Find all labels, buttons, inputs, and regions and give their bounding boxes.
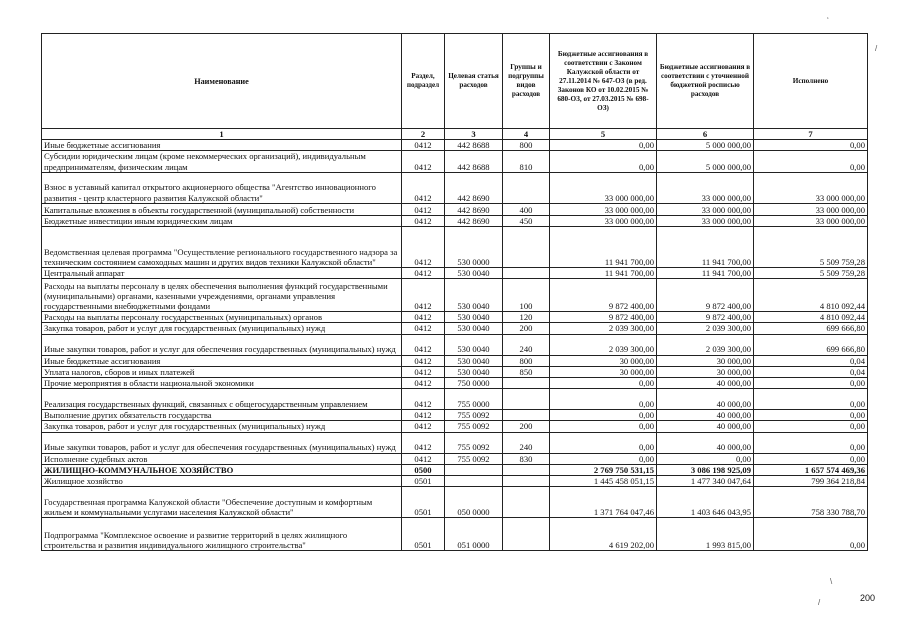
table-body [42, 140, 868, 551]
scan-mark: \ [830, 577, 833, 586]
row-executed: 0,00 [754, 140, 868, 151]
row-expense-group [503, 227, 550, 268]
table-row [42, 227, 868, 268]
row-section: 0412 [402, 355, 445, 366]
row-refined-budget: 33 000 000,00 [657, 203, 754, 215]
table-row [42, 389, 868, 410]
row-name: Центральный аппарат [42, 268, 402, 279]
row-expense-group: 200 [503, 421, 550, 432]
table-row [42, 487, 868, 518]
row-executed: 758 330 788,70 [754, 487, 868, 518]
row-refined-budget: 30 000,00 [657, 366, 754, 377]
table-row [42, 464, 868, 475]
row-expense-group: 830 [503, 453, 550, 464]
scan-mark: ‘ [827, 16, 829, 25]
table-row [42, 334, 868, 355]
row-target-article: 755 0000 [445, 389, 503, 410]
header-section: Раздел, подраздел [402, 34, 445, 129]
row-refined-budget: 9 872 400,00 [657, 279, 754, 312]
row-executed: 699 666,80 [754, 334, 868, 355]
column-number-row [42, 129, 868, 140]
row-target-article: 442 8688 [445, 151, 503, 172]
row-expense-group: 200 [503, 323, 550, 334]
row-refined-budget: 40 000,00 [657, 410, 754, 421]
row-expense-group [503, 487, 550, 518]
row-name: Бюджетные инвестиции иным юридическим лицам [42, 215, 402, 226]
row-budget: 0,00 [550, 453, 657, 464]
row-target-article: 442 8690 [445, 203, 503, 215]
row-target-article: 530 0040 [445, 355, 503, 366]
row-section: 0412 [402, 203, 445, 215]
row-name: Прочие мероприятия в области национальной экономики [42, 378, 402, 389]
row-budget: 11 941 700,00 [550, 227, 657, 268]
row-expense-group [503, 389, 550, 410]
row-target-article: 755 0092 [445, 421, 503, 432]
row-executed: 0,04 [754, 366, 868, 377]
table-row [42, 172, 868, 203]
row-refined-budget: 0,00 [657, 453, 754, 464]
budget-table [41, 33, 868, 551]
row-section: 0412 [402, 140, 445, 151]
table-row [42, 421, 868, 432]
row-expense-group: 100 [503, 279, 550, 312]
row-refined-budget: 11 941 700,00 [657, 268, 754, 279]
row-executed: 0,00 [754, 518, 868, 551]
row-target-article: 750 0000 [445, 378, 503, 389]
row-refined-budget: 40 000,00 [657, 432, 754, 453]
table-row [42, 268, 868, 279]
row-section: 0412 [402, 453, 445, 464]
row-refined-budget: 40 000,00 [657, 378, 754, 389]
row-expense-group: 240 [503, 334, 550, 355]
row-refined-budget: 1 403 646 043,95 [657, 487, 754, 518]
row-expense-group [503, 476, 550, 487]
row-name: Жилищное хозяйство [42, 476, 402, 487]
row-section: 0412 [402, 410, 445, 421]
row-name: Исполнение судебных актов [42, 453, 402, 464]
column-number: 3 [445, 129, 503, 140]
row-name: Уплата налогов, сборов и иных платежей [42, 366, 402, 377]
row-name: Закупка товаров, работ и услуг для государственных (муниципальных) нужд [42, 421, 402, 432]
row-executed: 0,00 [754, 410, 868, 421]
row-budget: 1 445 458 051,15 [550, 476, 657, 487]
row-budget: 4 619 202,00 [550, 518, 657, 551]
row-budget: 0,00 [550, 151, 657, 172]
row-executed: 0,00 [754, 378, 868, 389]
row-section: 0412 [402, 268, 445, 279]
row-section: 0500 [402, 464, 445, 475]
row-budget: 1 371 764 047,46 [550, 487, 657, 518]
row-refined-budget: 5 000 000,00 [657, 151, 754, 172]
row-budget: 11 941 700,00 [550, 268, 657, 279]
row-expense-group [503, 378, 550, 389]
column-number: 4 [503, 129, 550, 140]
table-row [42, 323, 868, 334]
header-target: Целевая статья расходов [445, 34, 503, 129]
row-name: Взнос в уставный капитал открытого акционерного общества "Агентство инновационного развития - центр кластерного развития Калужской области" [42, 172, 402, 203]
row-section: 0412 [402, 151, 445, 172]
row-expense-group [503, 268, 550, 279]
row-expense-group: 850 [503, 366, 550, 377]
row-executed: 0,00 [754, 151, 868, 172]
table-row [42, 432, 868, 453]
row-executed: 0,00 [754, 389, 868, 410]
table-row [42, 215, 868, 226]
row-budget: 33 000 000,00 [550, 203, 657, 215]
row-section: 0412 [402, 227, 445, 268]
scan-mark: / [875, 44, 878, 53]
row-executed: 799 364 218,84 [754, 476, 868, 487]
table-header-row [42, 34, 868, 129]
row-section: 0412 [402, 389, 445, 410]
row-executed: 33 000 000,00 [754, 172, 868, 203]
row-expense-group: 400 [503, 203, 550, 215]
row-target-article: 442 8690 [445, 172, 503, 203]
row-executed: 699 666,80 [754, 323, 868, 334]
row-target-article: 442 8690 [445, 215, 503, 226]
row-target-article: 530 0040 [445, 366, 503, 377]
row-expense-group: 800 [503, 140, 550, 151]
row-section: 0412 [402, 279, 445, 312]
row-refined-budget: 2 039 300,00 [657, 323, 754, 334]
row-target-article: 051 0000 [445, 518, 503, 551]
row-target-article: 530 0040 [445, 279, 503, 312]
row-name: Иные бюджетные ассигнования [42, 140, 402, 151]
table-row [42, 378, 868, 389]
row-budget: 0,00 [550, 432, 657, 453]
row-section: 0412 [402, 215, 445, 226]
row-refined-budget: 40 000,00 [657, 421, 754, 432]
row-expense-group [503, 172, 550, 203]
row-refined-budget: 3 086 198 925,09 [657, 464, 754, 475]
row-name: Расходы на выплаты персоналу в целях обеспечения выполнения функций государственными (муниципальными) органами, казенными учреждениями, органами управления государственными внебюджетными фондами [42, 279, 402, 312]
row-refined-budget: 2 039 300,00 [657, 334, 754, 355]
row-executed: 33 000 000,00 [754, 203, 868, 215]
row-section: 0501 [402, 518, 445, 551]
row-refined-budget: 30 000,00 [657, 355, 754, 366]
row-name: Иные закупки товаров, работ и услуг для обеспечения государственных (муниципальных) нужд [42, 334, 402, 355]
row-executed: 4 810 092,44 [754, 279, 868, 312]
row-expense-group [503, 518, 550, 551]
row-budget: 0,00 [550, 389, 657, 410]
row-name: Закупка товаров, работ и услуг для государственных (муниципальных) нужд [42, 323, 402, 334]
row-budget: 0,00 [550, 421, 657, 432]
table-row [42, 410, 868, 421]
row-refined-budget: 40 000,00 [657, 389, 754, 410]
row-budget: 33 000 000,00 [550, 215, 657, 226]
row-expense-group: 450 [503, 215, 550, 226]
row-section: 0412 [402, 172, 445, 203]
table-row [42, 203, 868, 215]
row-refined-budget: 1 477 340 047,64 [657, 476, 754, 487]
scan-mark: / [818, 598, 821, 607]
row-section: 0412 [402, 323, 445, 334]
header-name: Наименование [42, 34, 402, 129]
row-budget: 0,00 [550, 140, 657, 151]
table-row [42, 518, 868, 551]
table-row [42, 140, 868, 151]
table-row [42, 355, 868, 366]
table-row [42, 366, 868, 377]
row-budget: 30 000,00 [550, 366, 657, 377]
row-target-article: 530 0040 [445, 312, 503, 323]
header-groups: Группы и подгруппы видов расходов [503, 34, 550, 129]
row-executed: 5 509 759,28 [754, 268, 868, 279]
row-expense-group: 800 [503, 355, 550, 366]
row-target-article: 530 0040 [445, 334, 503, 355]
row-refined-budget: 5 000 000,00 [657, 140, 754, 151]
row-budget: 0,00 [550, 378, 657, 389]
table-row [42, 453, 868, 464]
table-row [42, 476, 868, 487]
table-row [42, 312, 868, 323]
row-section: 0412 [402, 378, 445, 389]
row-executed: 1 657 574 469,36 [754, 464, 868, 475]
column-number: 5 [550, 129, 657, 140]
row-refined-budget: 9 872 400,00 [657, 312, 754, 323]
row-expense-group: 810 [503, 151, 550, 172]
row-executed: 0,00 [754, 421, 868, 432]
row-name: Ведомственная целевая программа "Осуществление регионального государственного надзора за техническим состоянием самоходных машин и других видов техники Калужской области" [42, 227, 402, 268]
row-refined-budget: 1 993 815,00 [657, 518, 754, 551]
row-budget: 2 039 300,00 [550, 323, 657, 334]
row-refined-budget: 33 000 000,00 [657, 215, 754, 226]
row-section: 0501 [402, 487, 445, 518]
row-budget: 33 000 000,00 [550, 172, 657, 203]
row-executed: 5 509 759,28 [754, 227, 868, 268]
row-target-article: 755 0092 [445, 453, 503, 464]
row-budget: 9 872 400,00 [550, 312, 657, 323]
row-refined-budget: 33 000 000,00 [657, 172, 754, 203]
row-name: Иные бюджетные ассигнования [42, 355, 402, 366]
row-name: Субсидии юридическим лицам (кроме некоммерческих организаций), индивидуальным предпринимателям, физическим лицам [42, 151, 402, 172]
row-name: Иные закупки товаров, работ и услуг для обеспечения государственных (муниципальных) нужд [42, 432, 402, 453]
header-budget: Бюджетные ассигнования в соответствии с Законом Калужской области от 27.11.2014 № 647-ОЗ (в ред. Законов КО от 10.02.2015 № 680-ОЗ, от 27.03.2015 № 698-ОЗ) [550, 34, 657, 129]
row-name: Выполнение других обязательств государства [42, 410, 402, 421]
row-name: ЖИЛИЩНО-КОММУНАЛЬНОЕ ХОЗЯЙСТВО [42, 464, 402, 475]
row-section: 0412 [402, 421, 445, 432]
row-budget: 2 039 300,00 [550, 334, 657, 355]
row-executed: 0,00 [754, 453, 868, 464]
row-section: 0412 [402, 432, 445, 453]
table-row [42, 151, 868, 172]
row-section: 0501 [402, 476, 445, 487]
row-budget: 0,00 [550, 410, 657, 421]
row-budget: 2 769 750 531,15 [550, 464, 657, 475]
row-target-article: 530 0040 [445, 268, 503, 279]
row-expense-group: 120 [503, 312, 550, 323]
row-target-article: 530 0040 [445, 323, 503, 334]
row-executed: 4 810 092,44 [754, 312, 868, 323]
row-expense-group [503, 410, 550, 421]
row-target-article: 530 0000 [445, 227, 503, 268]
row-target-article: 755 0092 [445, 432, 503, 453]
row-name: Реализация государственных функций, связанных с общегосударственным управлением [42, 389, 402, 410]
page-number: 200 [860, 593, 876, 603]
row-target-article: 442 8688 [445, 140, 503, 151]
budget-table-sheet [41, 33, 867, 551]
row-expense-group: 240 [503, 432, 550, 453]
row-name: Подпрограмма "Комплексное освоение и развитие территорий в целях жилищного строительства и развития индивидуального жилищного строительства" [42, 518, 402, 551]
row-name: Государственная программа Калужской области "Обеспечение доступным и комфортным жильем и коммунальными услугами населения Калужской области" [42, 487, 402, 518]
row-target-article [445, 476, 503, 487]
row-expense-group [503, 464, 550, 475]
column-number: 7 [754, 129, 868, 140]
column-number: 1 [42, 129, 402, 140]
row-target-article: 050 0000 [445, 487, 503, 518]
row-target-article [445, 464, 503, 475]
row-section: 0412 [402, 334, 445, 355]
row-target-article: 755 0092 [445, 410, 503, 421]
row-section: 0412 [402, 366, 445, 377]
row-refined-budget: 11 941 700,00 [657, 227, 754, 268]
column-number: 2 [402, 129, 445, 140]
row-section: 0412 [402, 312, 445, 323]
row-name: Расходы на выплаты персоналу государственных (муниципальных) органов [42, 312, 402, 323]
table-row [42, 279, 868, 312]
header-refined: Бюджетные ассигнования в соответствии с уточненной бюджетной росписью расходов [657, 34, 754, 129]
row-executed: 33 000 000,00 [754, 215, 868, 226]
header-executed: Исполнено [754, 34, 868, 129]
row-executed: 0,04 [754, 355, 868, 366]
row-budget: 9 872 400,00 [550, 279, 657, 312]
column-number: 6 [657, 129, 754, 140]
row-executed: 0,00 [754, 432, 868, 453]
row-name: Капитальные вложения в объекты государственной (муниципальной) собственности [42, 203, 402, 215]
row-budget: 30 000,00 [550, 355, 657, 366]
